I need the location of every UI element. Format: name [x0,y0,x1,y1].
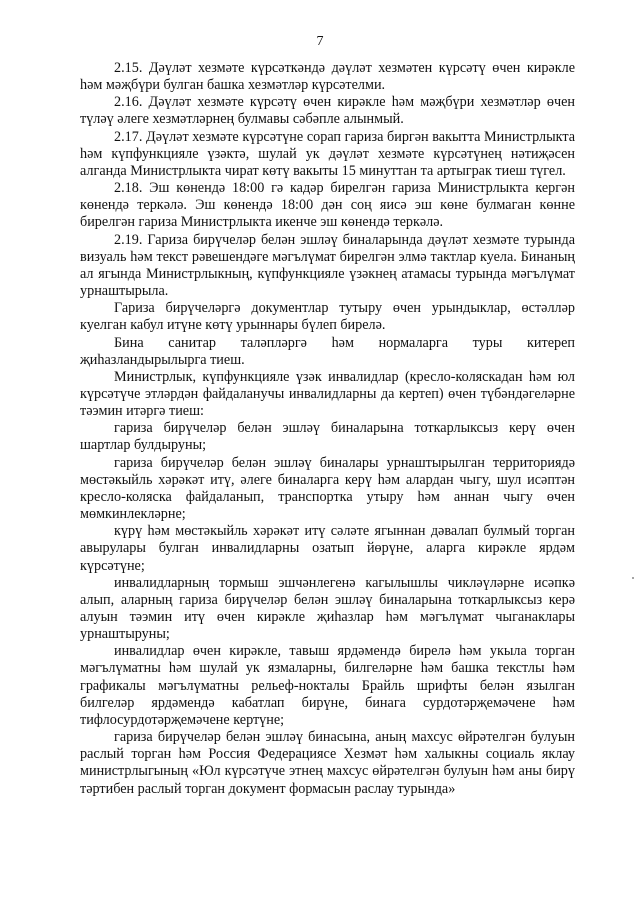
list-item-escort-assistance: күрү һәм мөстәкыйль хәрәкәт итү сәләте ягыннан дәвалап булмый торган авырулары булган инвалидларны озатып йөрүне, аларга кирәкле ярдәм күрсәтүне; [80,523,575,574]
list-item-equipment-and-information: инвалидларның тормыш эшчәнлегенә кагылышлы чикләүләрне исәпкә алып, аларның гариза бирүчеләр белән эшләү биналарына тоткарлыксыз керә алуын тәэмин итү өчен кирәкле җиһазлар һәм мәгълүмат чыганаклары урнаштыруны; [80,574,575,643]
list-item-guide-dog-access: гариза бирүчеләр белән эшләү бинасына, аның махсус өйрәтелгән булуын раслый торган һәм Россия Федерациясе Хезмәт һәм халыкны социаль яклау министрлыгының «Юл күрсәтүче этнең махсус өйрәтелгән булуын һәм аны бирү тәртибен раслый торган документ формасын раслау турында» [80,729,575,797]
document-body [80,60,575,798]
paragraph-2-16: 2.16. Дәүләт хезмәте күрсәтү өчен кирәкле һәм мәҗбүри хезмәтләр өчен түләү әлеге хезмәтләрнең булмавы сәбәпле алынмый. [80,94,575,128]
paragraph-2-17: 2.17. Дәүләт хезмәте күрсәтүне сорап гариза биргән вакытта Министрлыкта һәм күпфункцияле үзәктә, шулай ук дәүләт хезмәте күрсәтүнең нәтиҗәсен алганда Министрлыкта чират көтү вакыты 15 минуттан та артыграк тиеш түгел. [80,128,575,179]
paragraph-sanitary-requirements: Бина санитар таләпләргә һәм нормаларга туры китереп җиһазландырылырга тиеш. [80,334,575,368]
paragraph-2-19: 2.19. Гариза бирүчеләр белән эшләү биналарында дәүләт хезмәте турында визуаль һәм текст рәвешендәге мәгълүмат бирелгән элмә тактлар куела. Бинаның ал ягында Министрлыкның, күпфункцияле үзәкнең атамасы турында мәгълүмат урнаштырыла. [80,231,575,300]
paragraph-disability-provisions-intro: Министрлык, күпфункцияле үзәк инвалидлар (кресло-коляскадан һәм юл күрсәтүче этләрдән файдаланучы инвалидларны да кертеп) өчен түбәндәгеләрне тәэмин итәргә тиеш: [80,368,575,420]
list-item-independent-movement: гариза бирүчеләр белән эшләү биналары урнаштырылган территориядә мөстәкыйль хәрәкәт итү, әлеге биналарга керү һәм алардан чыгу, шул исәптән кресло-коляска файдаланып, транспортка утыру һәм аннан чыгу өчен мөмкинлекләрне; [80,454,575,523]
paragraph-2-15: 2.15. Дәүләт хезмәте күрсәткәндә дәүләт хезмәтен күрсәтү өчен кирәкле һәм мәҗбүри булган башка хезмәтләр күрсәтелми. [80,60,575,94]
page-number: 7 [316,34,324,49]
paragraph-2-18: 2.18. Эш көнендә 18:00 гә кадәр бирелгән гариза Министрлыкта кергән көнендә теркәлә. Эш көнендә 18:00 дән соң яисә эш көне булмаган көнне бирелгән гариза Министрлыкта икенче эш көнендә теркәлә. [80,180,575,231]
scan-speck [632,577,634,579]
list-item-unobstructed-entry: гариза бирүчеләр белән эшләү биналарына тоткарлыксыз керү өчен шартлар булдыруны; [80,420,575,454]
list-item-braille-and-interpreters: инвалидлар өчен кирәкле, тавыш ярдәмендә бирелә һәм укыла торган мәгълүматны һәм шулай ук язмаларны, билгеләрне һәм башка текстлы һәм графикалы мәгълүматны рельеф-нокталы Брайль шрифты белән язылган билгеләр ярдәмендә кабатлап бирүне, бинага сурдотәрҗемәчене һәм тифлосурдотәрҗемәчене кертүне; [80,643,575,728]
paragraph-waiting-places: Гариза бирүчеләргә документлар тутыру өчен урындыклар, өстәлләр куелган кабул итүне көтү урыннары бүлеп бирелә. [80,300,575,334]
